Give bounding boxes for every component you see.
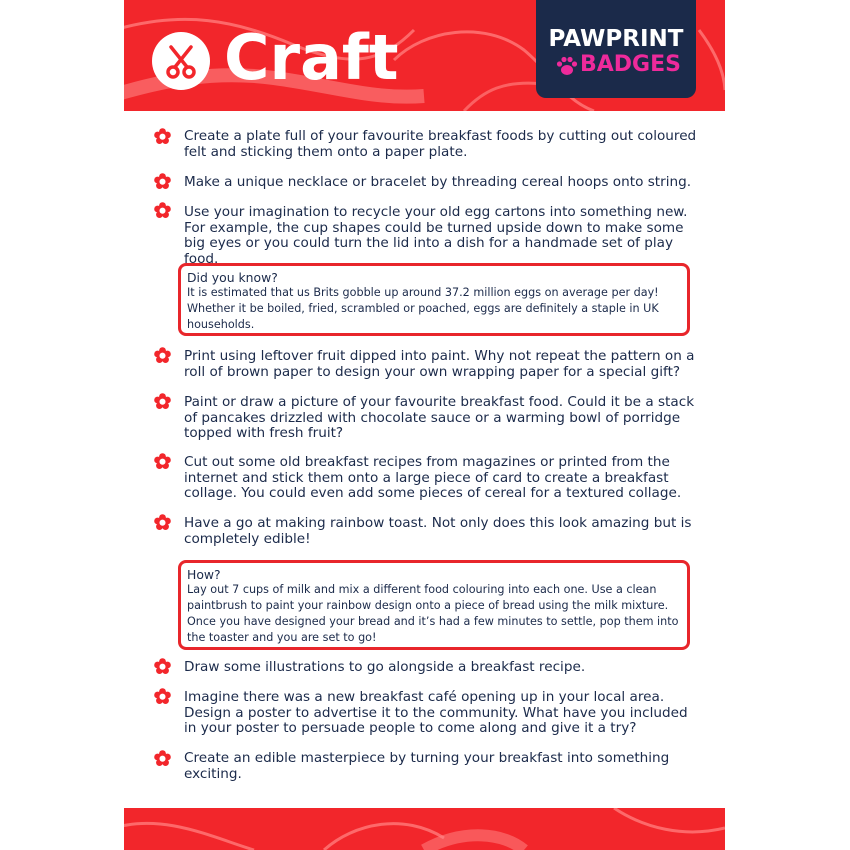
list-item: Use your imagination to recycle your old egg cartons into something new. For example, the cup shapes could be turned upside down to make some big eyes or you could turn the lid into a dish for a handmade set of play food. (184, 204, 688, 267)
list-item: Create an edible masterpiece by turning your breakfast into something exciting. (184, 750, 670, 782)
flower-icon (154, 347, 171, 364)
flower-icon (154, 128, 171, 145)
list-item: Print using leftover fruit dipped into paint. Why not repeat the pattern on a roll of brown paper to design your own wrapping paper for a special gift? (184, 348, 695, 380)
how-box (178, 560, 690, 650)
flower-icon (154, 453, 171, 470)
box-title: How? (187, 567, 221, 582)
logo-line2: BADGES (580, 52, 681, 77)
did-you-know-box (178, 263, 690, 336)
footer-banner (124, 808, 725, 850)
flower-icon (154, 393, 171, 410)
list-item: Draw some illustrations to go alongside a breakfast recipe. (184, 659, 586, 675)
flower-icon (154, 202, 171, 219)
flower-icon (154, 514, 171, 531)
list-item: Imagine there was a new breakfast café opening up in your local area. Design a poster to advertise it to the community. What have you included in your poster to persuade people to come along and give it a try? (184, 689, 688, 736)
list-item: Make a unique necklace or bracelet by threading cereal hoops onto string. (184, 174, 692, 190)
flower-icon (154, 173, 171, 190)
list-item: Paint or draw a picture of your favourite breakfast food. Could it be a stack of pancakes drizzled with chocolate sauce or a warming bowl of porridge topped with fresh fruit? (184, 394, 695, 441)
scissors-icon (152, 32, 210, 90)
list-item: Have a go at making rainbow toast. Not only does this look amazing but is completely edible! (184, 515, 692, 547)
list-item: Create a plate full of your favourite breakfast foods by cutting out coloured felt and sticking them onto a paper plate. (184, 128, 697, 160)
flower-icon (154, 658, 171, 675)
flower-icon (154, 750, 171, 767)
page (124, 0, 725, 850)
logo-line1: PAWPRINT (548, 26, 684, 52)
pawprint-badges-logo (536, 0, 696, 98)
box-body: It is estimated that us Brits gobble up around 37.2 million eggs on average per day! Whether it be boiled, fried, scrambled or poached, eggs are definitely a staple in UK households. (187, 286, 659, 331)
header-banner (124, 0, 725, 111)
list-item: Cut out some old breakfast recipes from magazines or printed from the internet and stick them onto a large piece of card to create a breakfast collage. You could even add some pieces of cereal for a textured collage. (184, 454, 682, 501)
flower-icon (154, 688, 171, 705)
page-title: Craft (224, 21, 399, 94)
box-title: Did you know? (187, 270, 278, 285)
footer-wave-decoration (124, 808, 725, 850)
box-body: Lay out 7 cups of milk and mix a different food colouring into each one. Use a clean paintbrush to paint your rainbow design onto a piece of bread using the milk mixture. Once you have designed your bread and it’s had a few minutes to settle, pop them into the toaster and you are set to go! (187, 583, 679, 644)
